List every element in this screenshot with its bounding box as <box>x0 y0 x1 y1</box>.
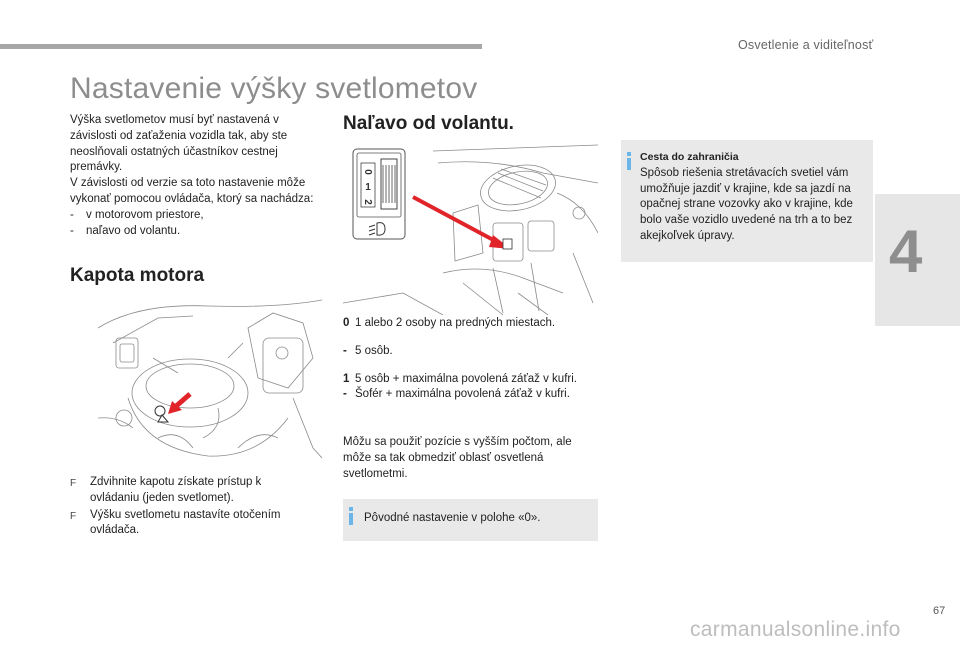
hood-steps <box>70 475 300 540</box>
watermark: carmanualsonline.info <box>690 618 901 641</box>
travel-abroad-note <box>621 140 873 262</box>
list-item: 1 5 osôb + maximálna povolená záťaž v kufri. <box>343 372 577 385</box>
note-title: Cesta do zahraničia <box>640 151 739 163</box>
note-text: Spôsob riešenia stretávacích svetiel vám umožňuje jazdiť v krajine, kde sa jazdí na opačnej strane vozovky ako v krajine, kde bolo vaše vozidlo uvedené na trh a to bez akejkoľvek úpravy. <box>640 166 853 242</box>
position-list <box>343 316 603 415</box>
more-text: Môžu sa použiť pozície s vyšším počtom, ale môže sa tak obmedziť oblasť osvetlená svetlometmi. <box>343 436 572 480</box>
page-title: Nastavenie výšky svetlometov <box>70 72 478 105</box>
dashboard-drawing <box>343 143 598 315</box>
page-number: 67 <box>933 605 946 617</box>
intro-paragraph-2: V závislosti od verzie sa toto nastavenie môže vykonať pomocou ovládača, ktorý sa nachádza: <box>70 177 314 205</box>
engine-bay-drawing <box>98 298 322 468</box>
dial-mark-1: 1 <box>365 182 371 193</box>
list-item: - v motorovom priestore, <box>70 208 320 224</box>
list-item: 0 1 alebo 2 osoby na predných miestach. <box>343 317 556 329</box>
checkbox-mark-icon: F <box>70 478 77 489</box>
bullet-dash: - <box>70 224 74 237</box>
default-setting-note <box>343 499 598 541</box>
hood-heading: Kapota motora <box>70 265 205 286</box>
intro-paragraph-1: Výška svetlometov musí byť nastavená v závislosti od zaťaženia vozidla tak, aby ste neoslňovali ostatných účastníkov cestnej premávky. <box>70 114 288 174</box>
list-item: - naľavo od volantu. <box>70 224 320 240</box>
list-item: - 5 osôb. <box>343 344 393 357</box>
dial-mark-2: 2 <box>362 199 373 205</box>
list-item: - Šofér + maximálna povolená záťaž v kufri. <box>343 388 570 401</box>
header-bar <box>0 44 482 49</box>
wheel-heading: Naľavo od volantu. <box>343 113 514 134</box>
checkbox-mark-icon: F <box>70 510 77 522</box>
dashboard-illustration <box>343 143 598 315</box>
intro-text <box>70 113 320 239</box>
list-item: F Zdvihnite kapotu získate prístup k ovládaniu (jeden svetlomet). <box>70 475 300 507</box>
engine-bay-illustration <box>98 298 322 468</box>
section-label: Osvetlenie a viditeľnosť <box>738 38 874 52</box>
bullet-dash: - <box>70 208 74 221</box>
dial-mark-0: 0 <box>362 169 373 175</box>
info-icon <box>349 507 355 525</box>
chapter-number: 4 <box>889 218 923 285</box>
info-icon <box>627 152 633 170</box>
note-text: Pôvodné nastavenie v polohe «0». <box>364 512 541 524</box>
list-item: F Výšku svetlometu nastavíte otočením ovládača. <box>70 508 300 540</box>
